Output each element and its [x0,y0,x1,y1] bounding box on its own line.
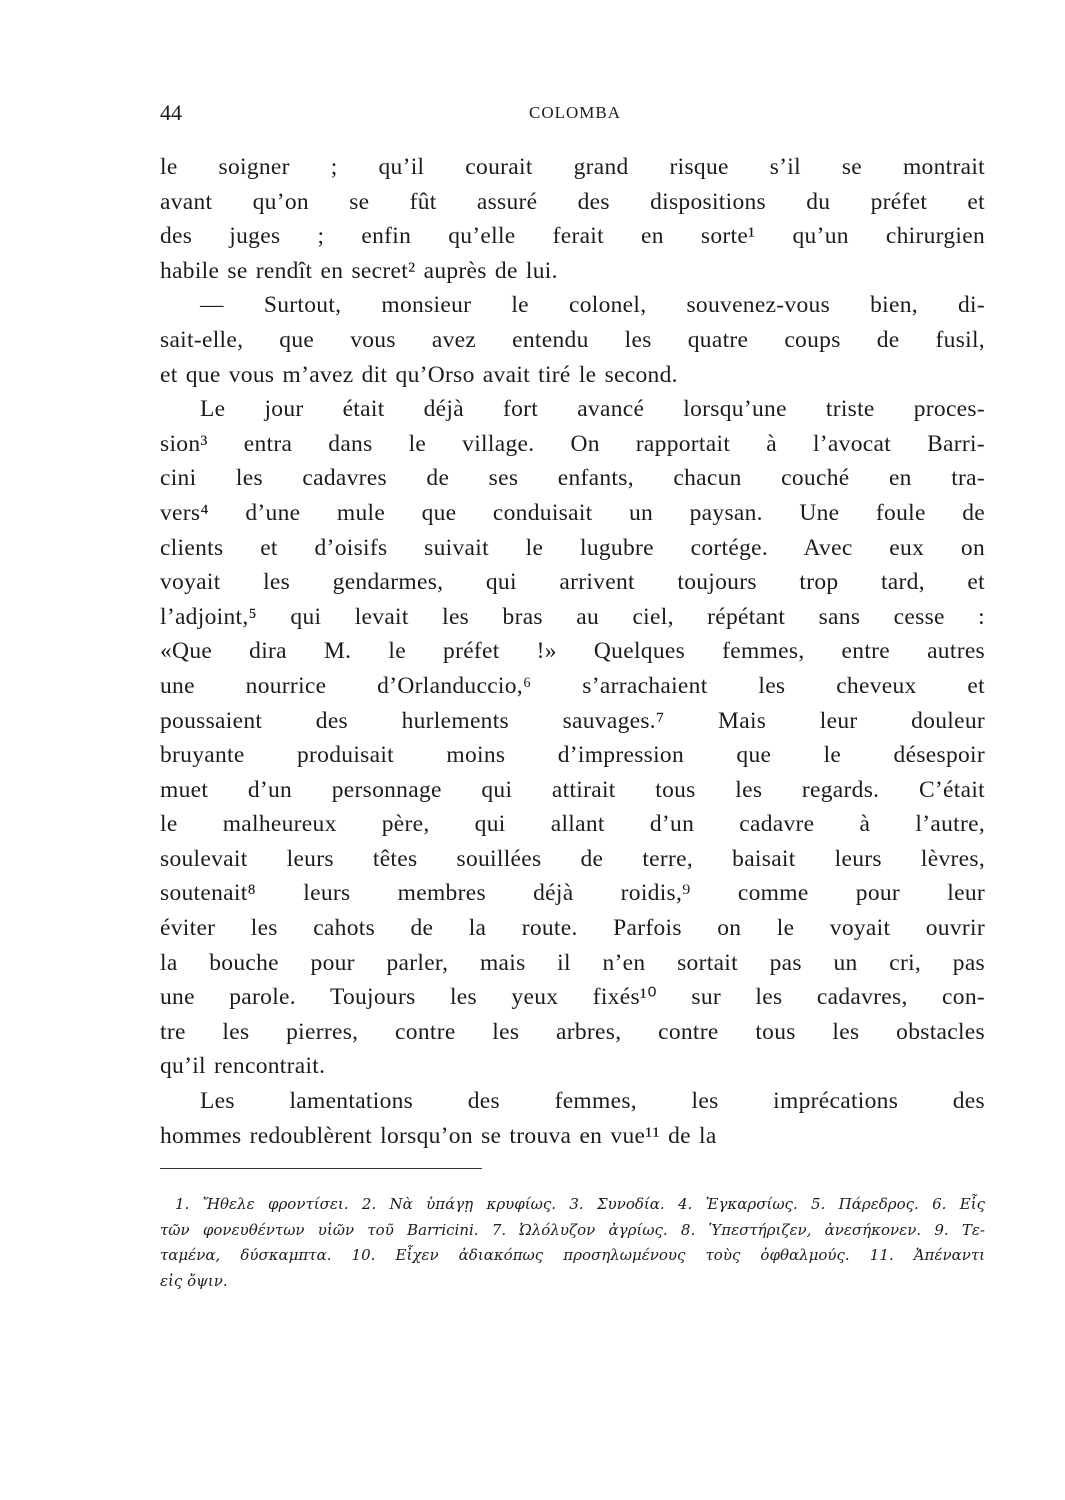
text-line: voyait les gendarmes, qui arrivent toujours trop tard, et [160,569,985,596]
text-line: clients et d’oisifs suivait le lugubre cortége. Avec eux on [160,534,985,561]
text-line: muet d’un personnage qui attirait tous les regards. C’était [160,776,985,803]
text-line: habile se rendît en secret² auprès de lui. [160,257,558,284]
text-line: avant qu’on se fût assuré des dispositions du préfet et [160,188,985,215]
footnote-line: εἰς ὄψιν. [160,1271,228,1290]
text-line: et que vous m’avez dit qu’Orso avait tiré le second. [160,361,678,388]
text-line: hommes redoublèrent lorsqu’on se trouva en vue¹¹ de la [160,1122,717,1149]
text-line: sion³ entra dans le village. On rapportait à l’avocat Barri- [160,430,985,457]
text-line: une parole. Toujours les yeux fixés¹⁰ sur les cadavres, con- [160,984,985,1011]
text-line: soulevait leurs têtes souillées de terre, baisait leurs lèvres, [160,845,985,872]
footnote-line: 1. Ἤθελε φροντίσει. 2. Νὰ ὑπάγῃ κρυφίως. 3. Συνοδία. 4. Ἐγκαρσίως. 5. Πάρεδρος. 6. Εἷς [175,1195,985,1213]
text-line: la bouche pour parler, mais il n’en sortait pas un cri, pas [160,949,985,976]
text-line: sait-elle, que vous avez entendu les quatre coups de fusil, [160,326,985,353]
footnote-line: ταμένα, δύσκαμπτα. 10. Εἶχεν ἀδιακόπως προσηλωμένους τοὺς ὀφθαλμούς. 11. Ἀπέναντι [160,1246,985,1264]
footnote-rule [160,1168,482,1169]
text-line: tre les pierres, contre les arbres, contre tous les obstacles [160,1018,985,1045]
text-line: poussaient des hurlements sauvages.⁷ Mais leur douleur [160,707,985,734]
text-line: vers⁴ d’une mule que conduisait un paysan. Une foule de [160,499,985,526]
page-number: 44 [160,100,182,125]
text-line: le malheureux père, qui allant d’un cadavre à l’autre, [160,811,985,838]
text-line: bruyante produisait moins d’impression que le désespoir [160,742,985,769]
text-line: des juges ; enfin qu’elle ferait en sorte¹ qu’un chirurgien [160,223,985,250]
text-line: soutenait⁸ leurs membres déjà roidis,⁹ comme pour leur [160,880,985,907]
text-line: Les lamentations des femmes, les imprécations des [200,1088,985,1115]
running-title: COLOMBA [528,103,621,122]
text-line: «Que dira M. le préfet !» Quelques femmes, entre autres [160,638,985,665]
footnote-line: τῶν φονευθέντων υἱῶν τοῦ Barricini. 7. Ὠλόλυζον ἀγρίως. 8. Ὑπεστήριζεν, ἀνεσήκονεν. 9. Τε- [160,1220,985,1239]
text-line: cini les cadavres de ses enfants, chacun couché en tra- [160,465,985,492]
footnotes [160,1192,985,1294]
body-text [160,150,985,1153]
text-line: le soigner ; qu’il courait grand risque s’il se montrait [160,154,985,180]
text-line: qu’il rencontrait. [160,1053,326,1080]
text-line: Le jour était déjà fort avancé lorsqu’une triste proces- [200,396,985,423]
text-line: l’adjoint,⁵ qui levait les bras au ciel, répétant sans cesse : [160,603,985,630]
text-line: éviter les cahots de la route. Parfois on le voyait ouvrir [160,915,985,942]
text-line: — Surtout, monsieur le colonel, souvenez-vous bien, di- [200,292,985,319]
text-line: une nourrice d’Orlanduccio,⁶ s’arrachaient les cheveux et [160,672,985,699]
